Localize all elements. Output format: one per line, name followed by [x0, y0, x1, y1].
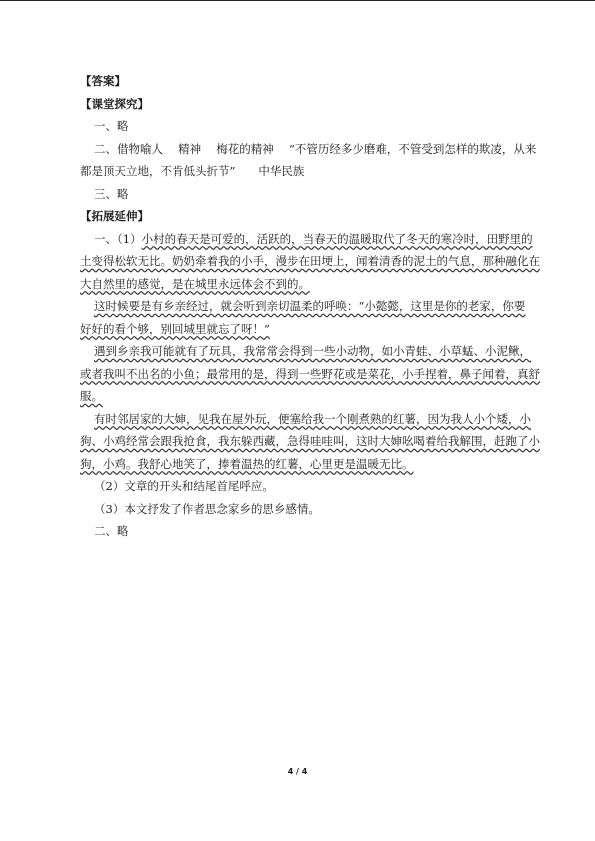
- extend-item-1-line3: 大自然里的感觉，是在城里永远体会不到的。: [80, 276, 310, 291]
- page-number: 4 / 4: [287, 767, 308, 776]
- classroom-item-3: 三、略: [94, 186, 129, 201]
- paragraph-2-line2: 好好的看个够，别回城里就忘了呀！”: [80, 321, 270, 336]
- extend-item-2: （2）文章的开头和结尾首尾呼应。: [94, 479, 274, 493]
- document-body: [80, 70, 540, 543]
- extend-item-1-prefix: 一、（1）: [94, 231, 142, 246]
- underlined-text: 小村的春天是可爱的，活跃的，当春天的温暖取代了冬天的寒冷时，田野里的: [141, 231, 533, 246]
- paragraph-2-line1: [80, 295, 540, 318]
- classroom-heading: 【课堂探究】: [80, 96, 149, 111]
- underlined-text: 遇到乡亲我可能就有了玩具，我常常会得到一些小动物，如小青蛙、小草蜢、小泥鳅，: [94, 344, 531, 358]
- header-rule: [0, 0, 595, 1]
- classroom-item-2-line1: 二、借物喻人 精神 梅花的精神 “不管历经多少磨难，不管受到怎样的欺凌，从来: [94, 141, 537, 156]
- underlined-text: 有时邻居家的大婶，见我在屋外玩，便塞给我一个刚煮熟的红薯，因为我人小个矮，小: [94, 411, 531, 426]
- paragraph-3-line2: 或者我叫不出名的小鱼；最常用的是，得到一些野花或是菜花，小手捏着，鼻子闻着，真舒: [80, 366, 540, 381]
- extend-item-1-line2: 土变得松软无比。奶奶牵着我的小手，漫步在田埂上，闻着清香的泥土的气息，那种融化在: [80, 254, 540, 268]
- extend-item-3: （3）本文抒发了作者思念家乡的思乡感情。: [94, 501, 320, 516]
- extend-heading: 【拓展延伸】: [80, 209, 149, 223]
- classroom-item-1: 一、略: [94, 119, 129, 133]
- paragraph-3-line3: 服。: [80, 389, 103, 403]
- answer-heading: 【答案】: [80, 74, 126, 88]
- classroom-item-2-line2: 都是顶天立地，不肯低头折节” 中华民族: [80, 164, 305, 178]
- paragraph-4-line2: 狗、小鸡经常会跟我抢食，我东躲西藏，急得哇哇叫，这时大婶吆喝着给我解围，赶跑了小: [80, 434, 540, 448]
- extend-item-1-line1: [80, 228, 540, 251]
- underlined-text: 这时候要是有乡亲经过，就会听到亲切温柔的呼唤：“小懿懿，这里是你的老家，你要: [94, 299, 526, 313]
- paragraph-3-line1: [80, 340, 540, 363]
- paragraph-4-line3: 狗，小鸡。我舒心地笑了，捧着温热的红薯，心里更是温暖无比。: [80, 456, 414, 471]
- extend-item-4: 二、略: [94, 524, 129, 538]
- paragraph-4-line1: [80, 408, 540, 431]
